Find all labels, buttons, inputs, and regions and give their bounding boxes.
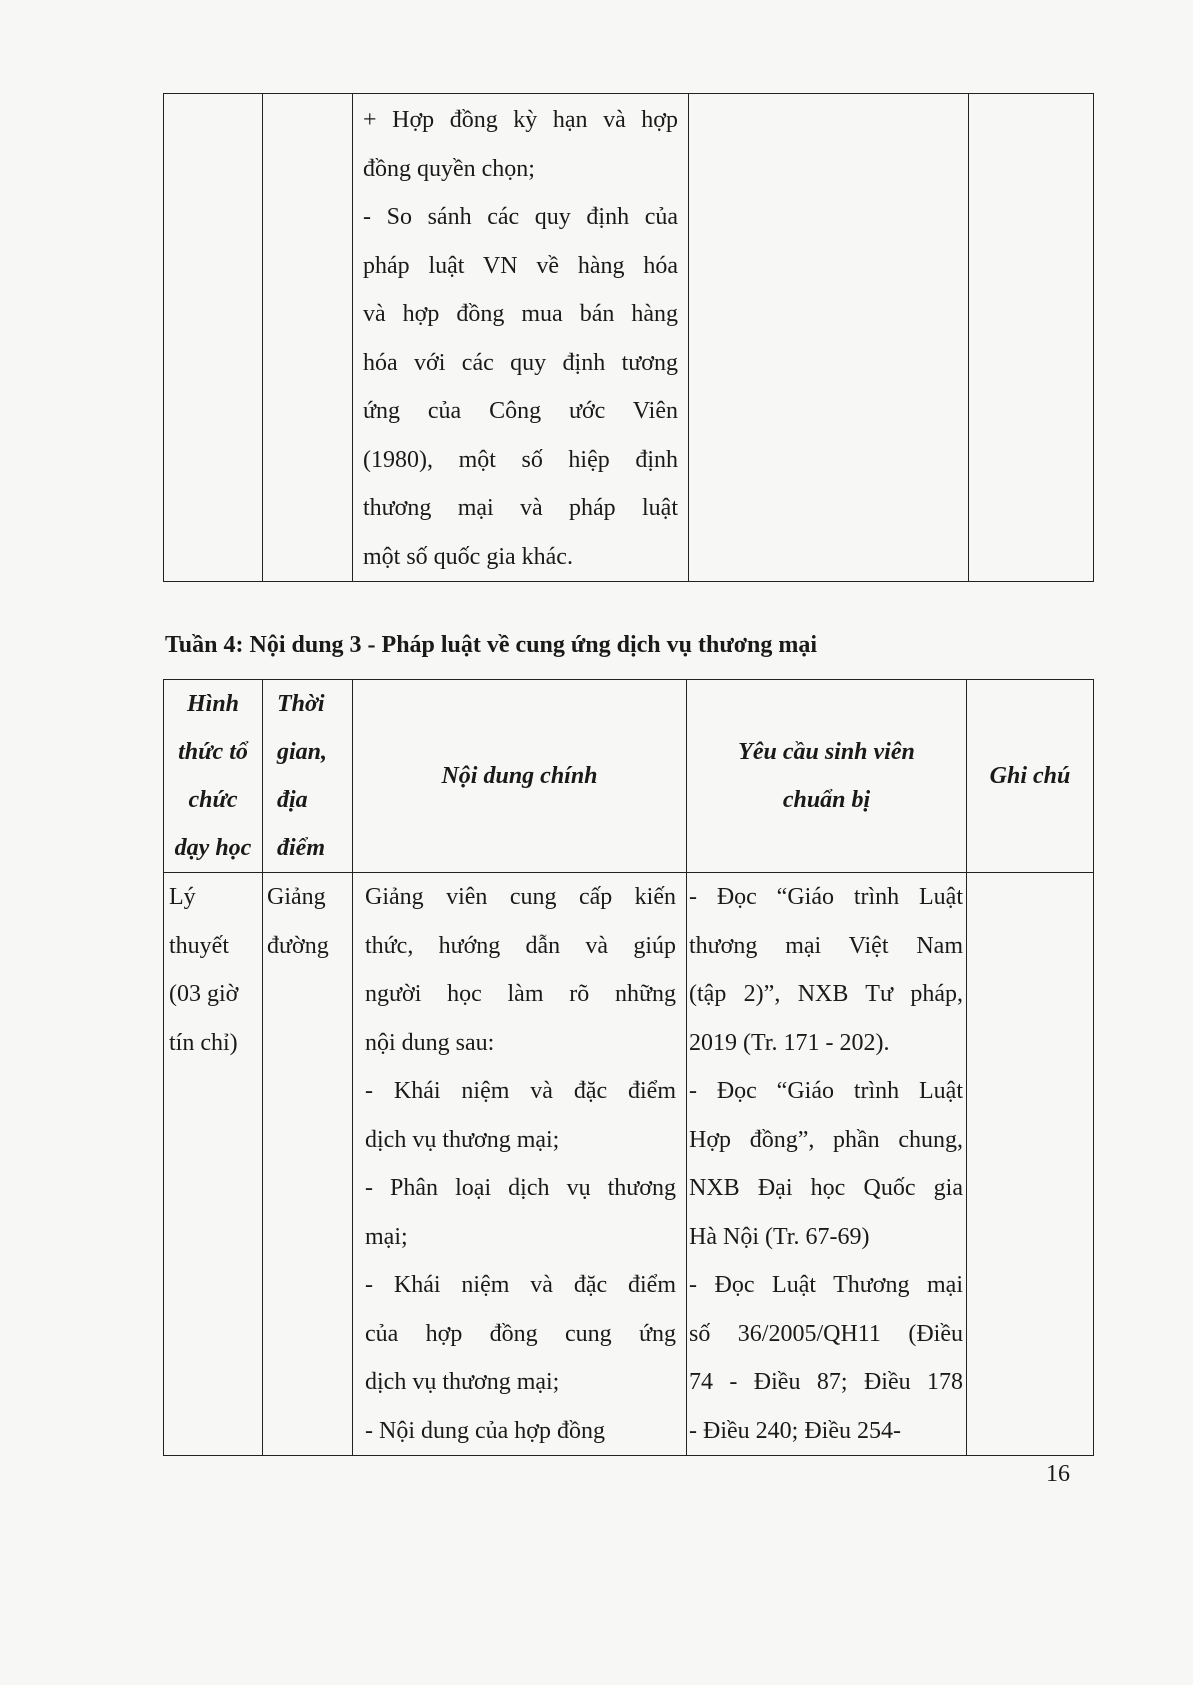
- text-line: (1980), một số hiệp định: [363, 446, 678, 473]
- section-heading: Tuần 4: Nội dung 3 - Pháp luật về cung ứng dịch vụ thương mại: [165, 632, 818, 658]
- prep-lines: [689, 873, 963, 1455]
- header-form: [164, 680, 263, 873]
- text-line: tín chỉ): [169, 1029, 238, 1056]
- text-line: - So sánh các quy định của: [363, 204, 678, 230]
- continuation-table: [163, 93, 1094, 582]
- text-line: + Hợp đồng kỳ hạn và hợp: [363, 107, 678, 133]
- cell-content: [353, 94, 689, 582]
- page-number: 16: [1046, 1461, 1070, 1487]
- header-time: [263, 680, 353, 873]
- header-row: [164, 680, 1094, 873]
- week4-table: [163, 679, 1094, 1456]
- text-line: pháp luật VN về hàng hóa: [363, 252, 678, 279]
- text-line: của hợp đồng cung ứng: [365, 1320, 676, 1347]
- cell-prep: [687, 873, 967, 1456]
- text-line: 74 - Điều 87; Điều 178: [689, 1369, 963, 1395]
- header-line: chuẩn bị: [782, 787, 871, 813]
- header-line: dạy học: [174, 835, 252, 861]
- header-line: Hình: [186, 691, 240, 717]
- cell-content: [353, 873, 687, 1456]
- header-prep-text: [687, 728, 966, 824]
- header-line: thức tổ: [178, 739, 248, 765]
- cell-note: [969, 94, 1094, 582]
- text-line: và hợp đồng mua bán hàng: [363, 301, 678, 327]
- header-line: địa: [277, 787, 308, 813]
- text-line: thức, hướng dẫn và giúp: [365, 932, 676, 959]
- header-note: [967, 680, 1094, 873]
- text-line: hóa với các quy định tương: [363, 349, 678, 376]
- text-line: - Khái niệm và đặc điểm: [365, 1272, 676, 1298]
- text-line: - Đọc “Giáo trình Luật: [689, 1078, 963, 1104]
- text-line: số 36/2005/QH11 (Điều: [689, 1320, 963, 1347]
- text-line: thương mại và pháp luật: [363, 495, 678, 521]
- text-line: - Đọc Luật Thương mại: [689, 1272, 963, 1298]
- cell-note: [967, 873, 1094, 1456]
- cell-form: [164, 94, 263, 582]
- text-line: - Khái niệm và đặc điểm: [365, 1078, 676, 1104]
- text-line: - Phân loại dịch vụ thương: [365, 1175, 676, 1201]
- header-line: Thời: [277, 691, 325, 717]
- content-lines: [363, 96, 678, 581]
- form-lines: [169, 873, 256, 1067]
- text-line: Giảng: [267, 884, 326, 910]
- text-line: ứng của Công ước Viên: [363, 398, 678, 424]
- text-line: Hà Nội (Tr. 67-69): [689, 1223, 870, 1250]
- text-line: 2019 (Tr. 171 - 202).: [689, 1029, 890, 1056]
- header-line: Yêu cầu sinh viên: [738, 739, 915, 765]
- text-line: - Nội dung của hợp đồng: [365, 1417, 605, 1444]
- text-line: Hợp đồng”, phần chung,: [689, 1126, 963, 1153]
- text-line: thương mại Việt Nam: [689, 932, 963, 959]
- cell-time: [263, 94, 353, 582]
- text-line: dịch vụ thương mại;: [365, 1369, 560, 1395]
- header-content: [353, 680, 687, 873]
- text-line: - Đọc “Giáo trình Luật: [689, 884, 963, 910]
- header-time-text: [263, 680, 352, 872]
- text-line: (tập 2)”, NXB Tư pháp,: [689, 981, 963, 1007]
- text-line: NXB Đại học Quốc gia: [689, 1175, 963, 1201]
- table-row: [164, 873, 1094, 1456]
- header-form-text: [164, 680, 262, 872]
- text-line: Giảng viên cung cấp kiến: [365, 884, 676, 910]
- content-lines: [365, 873, 676, 1455]
- cell-form: [164, 873, 263, 1456]
- header-line: chức: [188, 787, 238, 813]
- text-line: người học làm rõ những: [365, 981, 676, 1007]
- header-note-text: Ghi chú: [989, 763, 1071, 789]
- text-line: đường: [267, 932, 329, 959]
- text-line: mại;: [365, 1223, 408, 1250]
- header-line: gian,: [277, 739, 328, 765]
- time-lines: [267, 873, 348, 970]
- text-line: đồng quyền chọn;: [363, 155, 535, 182]
- text-line: dịch vụ thương mại;: [365, 1126, 560, 1153]
- text-line: Lý: [169, 884, 196, 910]
- cell-prep: [689, 94, 969, 582]
- text-line: nội dung sau:: [365, 1029, 495, 1056]
- header-prep: [687, 680, 967, 873]
- text-line: - Điều 240; Điều 254-: [689, 1417, 901, 1444]
- header-line: điểm: [277, 835, 325, 861]
- table-row: [164, 94, 1094, 582]
- cell-time: [263, 873, 353, 1456]
- text-line: một số quốc gia khác.: [363, 543, 573, 570]
- text-line: thuyết: [169, 932, 229, 959]
- header-content-text: Nội dung chính: [441, 763, 598, 789]
- text-line: (03 giờ: [169, 981, 239, 1007]
